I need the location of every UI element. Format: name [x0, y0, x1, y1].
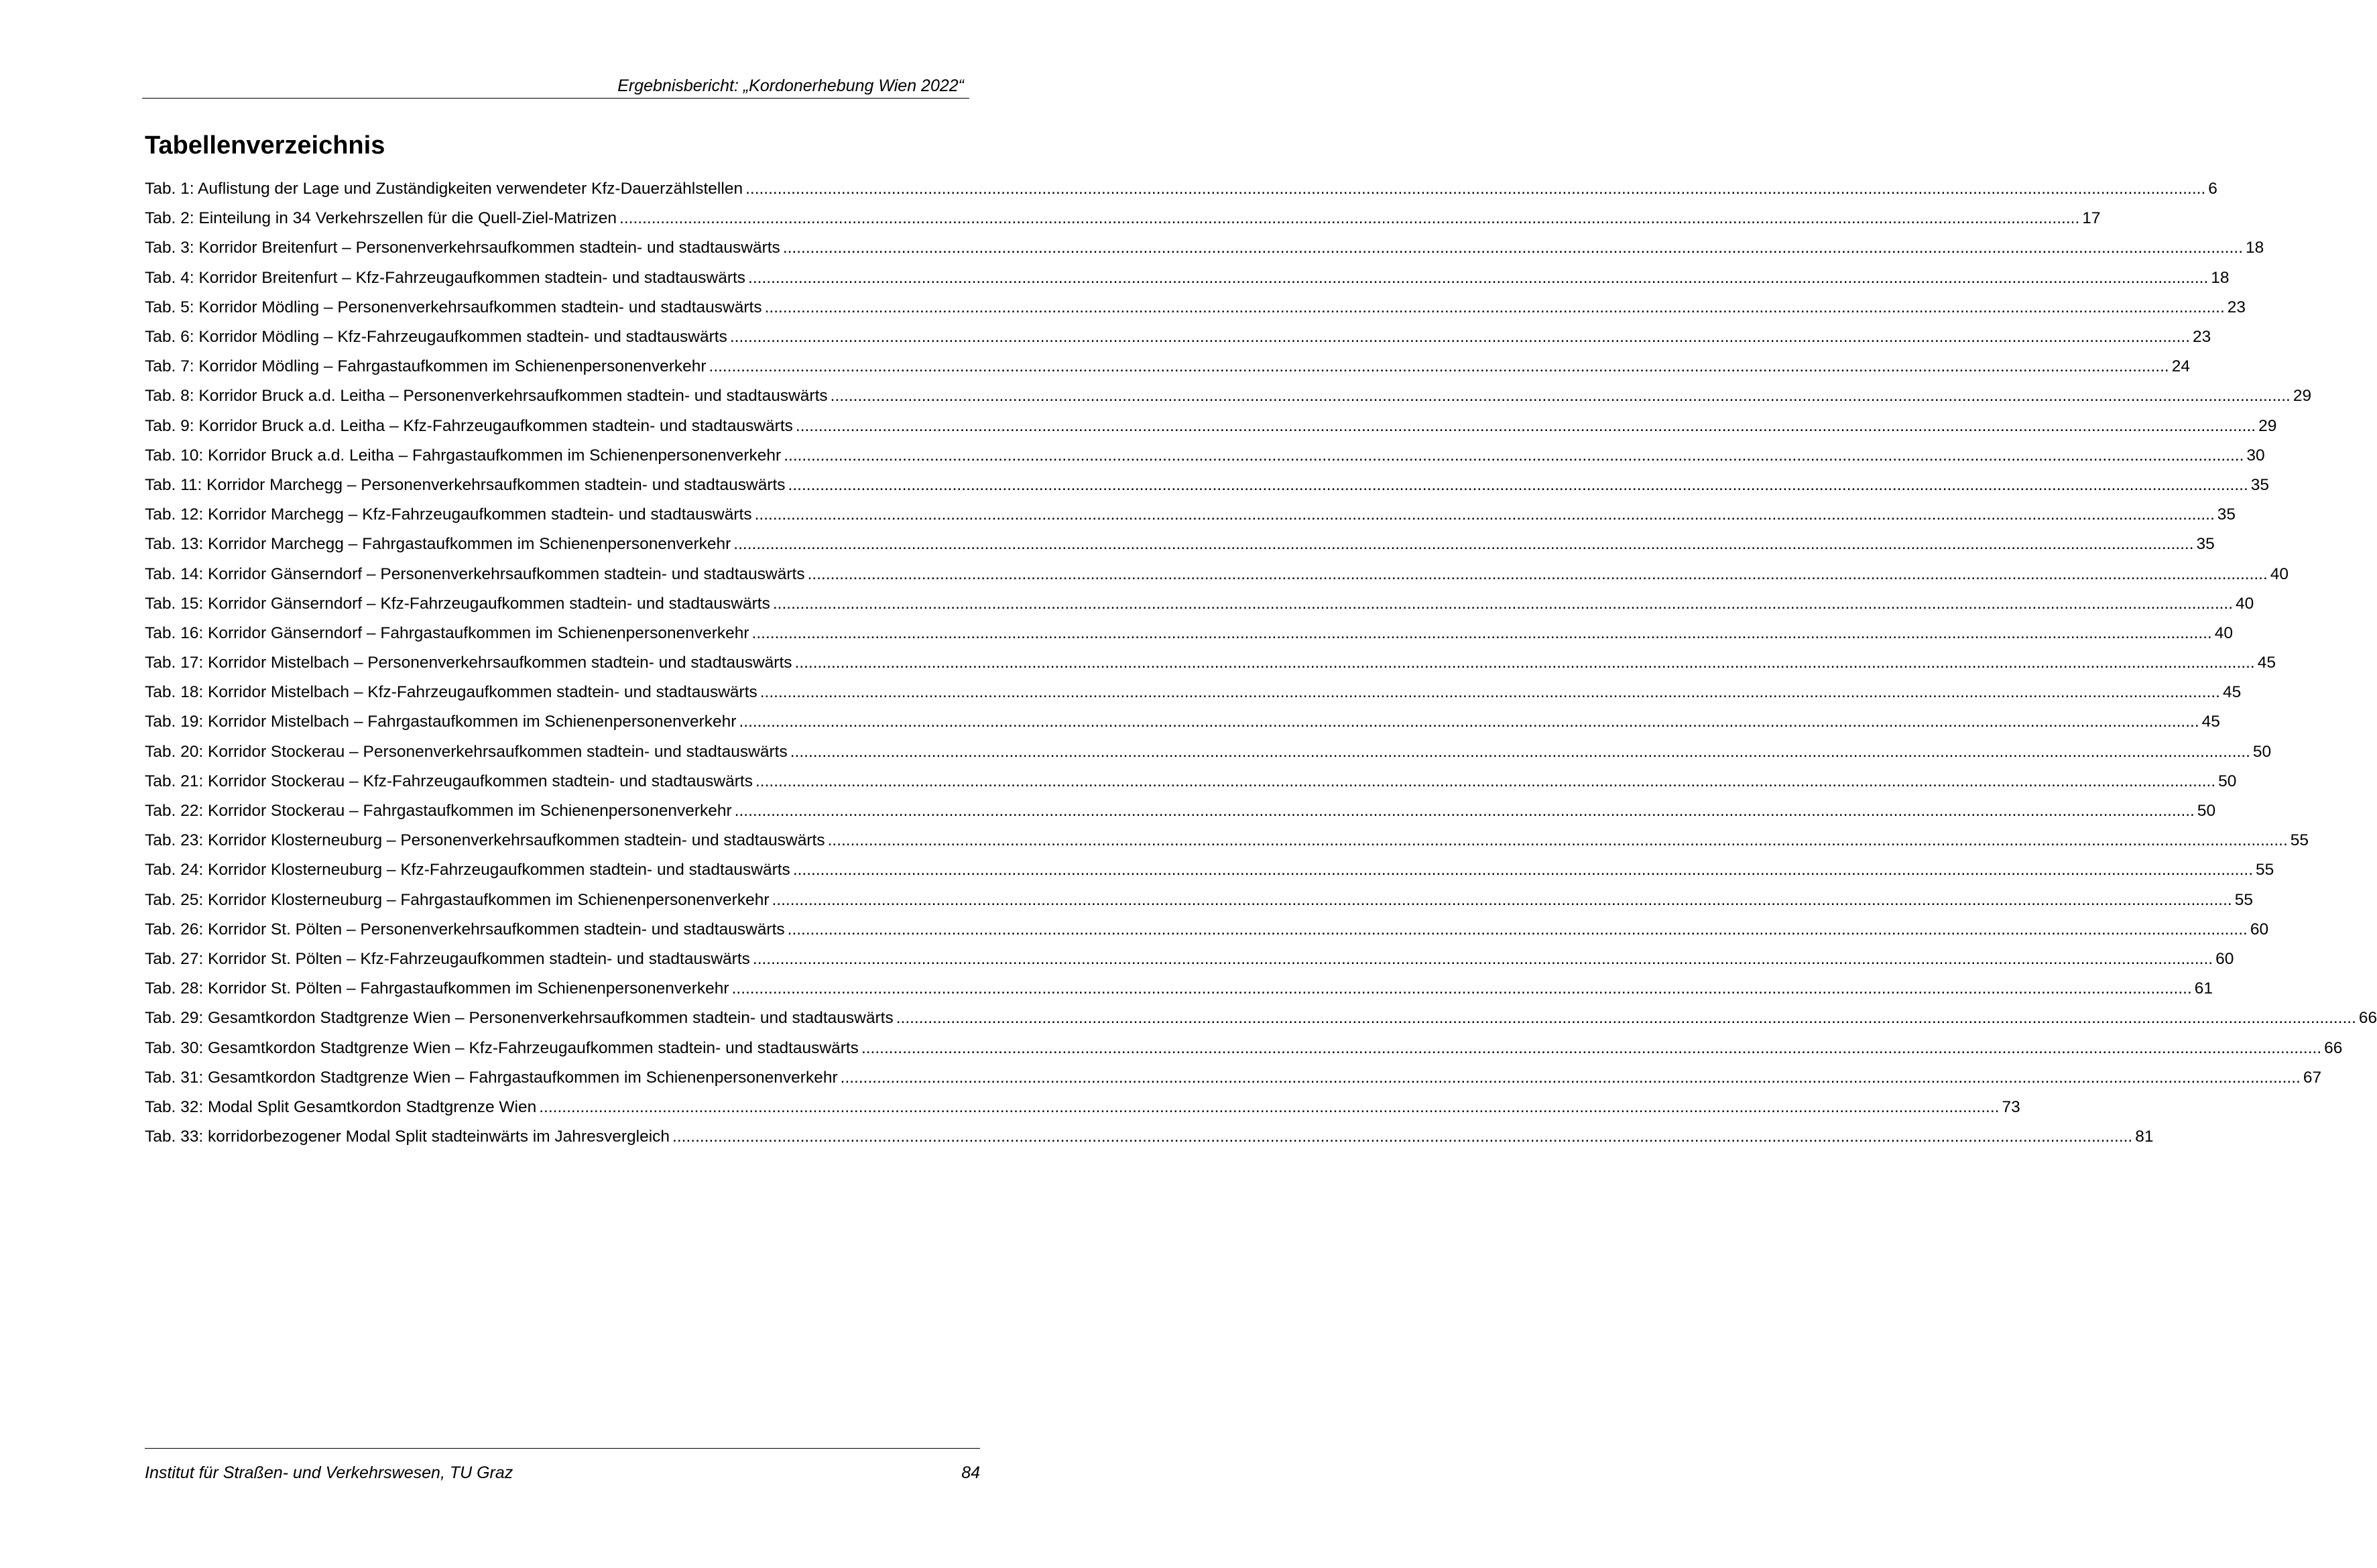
toc-entry[interactable]	[145, 471, 2270, 500]
page-footer	[145, 1448, 980, 1489]
toc-entry-page[interactable]: 24	[2171, 357, 2190, 376]
toc-entry-page[interactable]: 30	[2246, 446, 2265, 465]
toc-entry[interactable]	[145, 678, 2242, 707]
toc-dot-leader	[752, 624, 2212, 643]
toc-dot-leader	[760, 683, 2220, 702]
toc-dot-leader	[755, 505, 2215, 524]
toc-dot-leader	[896, 1009, 2356, 1028]
toc-dot-leader	[788, 920, 2248, 939]
toc-entry-page[interactable]: 29	[2293, 387, 2312, 406]
toc-entry[interactable]	[145, 322, 2211, 352]
toc-entry-page[interactable]: 50	[2197, 802, 2216, 821]
toc-entry-title[interactable]: Tab. 32: Modal Split Gesamtkordon Stadtgrenze Wien	[145, 1097, 537, 1116]
toc-entry-title[interactable]: Tab. 4: Korridor Breitenfurt – Kfz-Fahrzeugaufkommen stadtein- und stadtauswärts	[145, 268, 746, 287]
toc-entry-title[interactable]: Tab. 17: Korridor Mistelbach – Personenverkehrsaufkommen stadtein- und stadtauswärts	[145, 654, 792, 672]
toc-dot-leader	[672, 1128, 2132, 1146]
toc-entry-title[interactable]: Tab. 30: Gesamtkordon Stadtgrenze Wien – Kfz-Fahrzeugaufkommen stadtein- und stadtauswärts	[145, 1038, 859, 1057]
toc-dot-leader	[828, 831, 2288, 850]
toc-entry[interactable]	[145, 945, 2234, 974]
toc-dot-leader	[772, 891, 2232, 910]
toc-entry[interactable]	[145, 263, 2230, 293]
toc-entry[interactable]	[145, 530, 2215, 559]
toc-entry[interactable]	[145, 589, 2254, 619]
toc-entry-title[interactable]: Tab. 12: Korridor Marchegg – Kfz-Fahrzeugaufkommen stadtein- und stadtauswärts	[145, 505, 752, 524]
toc-entry-page[interactable]: 55	[2256, 861, 2274, 880]
toc-entry-title[interactable]: Tab. 19: Korridor Mistelbach – Fahrgastaufkommen im Schienenpersonenverkehr	[145, 713, 737, 731]
toc-entry[interactable]	[145, 1093, 2020, 1122]
toc-dot-leader	[788, 476, 2248, 495]
toc-entry[interactable]	[145, 707, 2220, 737]
toc-entry[interactable]	[145, 619, 2233, 648]
toc-entry[interactable]	[145, 1004, 2377, 1033]
toc-entry-title[interactable]: Tab. 15: Korridor Gänserndorf – Kfz-Fahrzeugaufkommen stadtein- und stadtauswärts	[145, 594, 770, 613]
header-title: Ergebnisbericht: „Kordonerhebung Wien 2022“	[617, 76, 964, 95]
toc-entry[interactable]	[145, 1122, 2154, 1152]
toc-entry-page[interactable]: 67	[2303, 1068, 2322, 1087]
toc-entry[interactable]	[145, 412, 2277, 441]
toc-entry-page[interactable]: 17	[2082, 209, 2101, 228]
toc-dot-leader	[783, 239, 2243, 257]
toc-dot-leader	[773, 595, 2233, 613]
toc-entry-page[interactable]: 40	[2214, 623, 2233, 642]
toc-dot-leader	[709, 357, 2169, 376]
toc-entry[interactable]	[145, 352, 2190, 381]
toc-entry-title[interactable]: Tab. 31: Gesamtkordon Stadtgrenze Wien – Fahrgastaufkommen im Schienenpersonenverkehr	[145, 1068, 838, 1087]
toc-entry-title[interactable]: Tab. 3: Korridor Breitenfurt – Personenverkehrsaufkommen stadtein- und stadtauswärts	[145, 239, 780, 257]
toc-dot-leader	[739, 713, 2199, 731]
toc-entry-title[interactable]: Tab. 8: Korridor Bruck a.d. Leitha – Personenverkehrsaufkommen stadtein- und stadtauswärts	[145, 387, 828, 406]
toc-entry[interactable]	[145, 974, 2213, 1004]
toc-entry-page[interactable]: 6	[2208, 180, 2217, 198]
toc-dot-leader	[784, 446, 2244, 465]
toc-entry-page[interactable]: 55	[2234, 890, 2253, 909]
toc-dot-leader	[539, 1098, 1999, 1117]
toc-dot-leader	[841, 1069, 2301, 1087]
toc-entry-page[interactable]: 45	[2201, 713, 2220, 731]
toc-entry-title[interactable]: Tab. 27: Korridor St. Pölten – Kfz-Fahrzeugaufkommen stadtein- und stadtauswärts	[145, 949, 750, 968]
toc-entry-page[interactable]: 23	[2227, 298, 2246, 316]
toc-entry-title[interactable]: Tab. 14: Korridor Gänserndorf – Personenverkehrsaufkommen stadtein- und stadtauswärts	[145, 564, 805, 583]
toc-entry-page[interactable]: 66	[2324, 1038, 2343, 1057]
toc-entry-page[interactable]: 18	[2211, 268, 2230, 287]
toc-entry[interactable]	[145, 441, 2265, 471]
footer-institute: Institut für Straßen- und Verkehrswesen, TU Graz	[145, 1463, 513, 1482]
toc-entry-page[interactable]: 45	[2222, 683, 2242, 702]
toc-entry[interactable]	[145, 500, 2236, 530]
toc-dot-leader	[795, 654, 2255, 672]
toc-entry[interactable]	[145, 855, 2274, 885]
toc-entry-page[interactable]: 50	[2218, 772, 2237, 790]
toc-entry-page[interactable]: 60	[2215, 949, 2234, 968]
toc-entry-page[interactable]: 61	[2194, 979, 2213, 998]
toc-entry-title[interactable]: Tab. 9: Korridor Bruck a.d. Leitha – Kfz-Fahrzeugaufkommen stadtein- und stadtauswärts	[145, 416, 793, 435]
toc-entry[interactable]	[145, 293, 2246, 322]
toc-dot-leader	[861, 1039, 2321, 1058]
toc-entry-title[interactable]: Tab. 1: Auflistung der Lage und Zuständigkeiten verwendeter Kfz-Dauerzählstellen	[145, 180, 743, 198]
toc-entry-page[interactable]: 18	[2246, 239, 2264, 257]
toc-entry-page[interactable]: 35	[2250, 475, 2270, 494]
toc-entry[interactable]	[145, 767, 2237, 796]
toc-dot-leader	[733, 535, 2193, 554]
toc-entry[interactable]	[145, 915, 2269, 945]
toc-entry-page[interactable]: 45	[2257, 654, 2276, 672]
toc-dot-leader	[808, 565, 2268, 584]
toc-dot-leader	[748, 269, 2208, 288]
toc-entry-page[interactable]: 55	[2290, 831, 2309, 850]
toc-entry[interactable]	[145, 1033, 2343, 1063]
toc-entry-title[interactable]: Tab. 11: Korridor Marchegg – Personenverkehrsaufkommen stadtein- und stadtauswärts	[145, 475, 786, 494]
toc-entry-title[interactable]: Tab. 2: Einteilung in 34 Verkehrszellen für die Quell-Ziel-Matrizen	[145, 209, 617, 228]
toc-entry[interactable]	[145, 648, 2276, 678]
toc-dot-leader	[730, 328, 2190, 347]
toc-dot-leader	[765, 298, 2225, 317]
footer-page-number: 84	[961, 1463, 980, 1482]
toc-entry-page[interactable]: 50	[2252, 742, 2272, 761]
toc-entry-page[interactable]: 60	[2250, 920, 2269, 939]
toc-entry[interactable]	[145, 796, 2216, 826]
toc-entry-title[interactable]: Tab. 22: Korridor Stockerau – Fahrgastaufkommen im Schienenpersonenverkehr	[145, 802, 732, 821]
toc-entry[interactable]	[145, 886, 2253, 915]
toc-entry-page[interactable]: 81	[2135, 1128, 2154, 1146]
toc-entry-page[interactable]: 35	[2217, 505, 2236, 524]
toc-dot-leader	[745, 180, 2205, 198]
toc-entry-page[interactable]: 35	[2196, 535, 2215, 554]
toc-entry[interactable]	[145, 826, 2309, 855]
toc-entry[interactable]	[145, 204, 2101, 233]
toc-dot-leader	[790, 743, 2250, 762]
toc-entry-title[interactable]: Tab. 13: Korridor Marchegg – Fahrgastaufkommen im Schienenpersonenverkehr	[145, 535, 731, 554]
toc-entry-page[interactable]: 66	[2358, 1009, 2377, 1028]
toc-dot-leader	[732, 979, 2192, 998]
page-header	[142, 72, 969, 99]
toc-dot-leader	[793, 861, 2253, 880]
toc-entry[interactable]	[145, 174, 2217, 204]
toc-entry-title[interactable]: Tab. 33: korridorbezogener Modal Split stadteinwärts im Jahresvergleich	[145, 1128, 670, 1146]
toc-entry-title[interactable]: Tab. 21: Korridor Stockerau – Kfz-Fahrzeugaufkommen stadtein- und stadtauswärts	[145, 772, 753, 790]
toc-entry-page[interactable]: 73	[2002, 1097, 2020, 1116]
toc-dot-leader	[796, 417, 2256, 436]
toc-entry-title[interactable]: Tab. 20: Korridor Stockerau – Personenverkehrsaufkommen stadtein- und stadtauswärts	[145, 742, 788, 761]
toc-entry-title[interactable]: Tab. 7: Korridor Mödling – Fahrgastaufkommen im Schienenpersonenverkehr	[145, 357, 707, 376]
toc-entry-title[interactable]: Tab. 29: Gesamtkordon Stadtgrenze Wien – Personenverkehrsaufkommen stadtein- und stadtauswärts	[145, 1009, 894, 1028]
toc-entry-page[interactable]: 23	[2193, 328, 2211, 347]
toc-entry-title[interactable]: Tab. 28: Korridor St. Pölten – Fahrgastaufkommen im Schienenpersonenverkehr	[145, 979, 729, 998]
toc-dot-leader	[753, 950, 2213, 969]
toc-entry[interactable]	[145, 559, 2289, 589]
toc-dot-leader	[619, 209, 2079, 228]
toc-dot-leader	[831, 387, 2291, 406]
toc-entry-title[interactable]: Tab. 24: Korridor Klosterneuburg – Kfz-Fahrzeugaufkommen stadtein- und stadtauswärts	[145, 861, 790, 880]
toc-entry[interactable]	[145, 737, 2272, 767]
toc-entry[interactable]	[145, 1063, 2322, 1093]
toc-entry-title[interactable]: Tab. 16: Korridor Gänserndorf – Fahrgastaufkommen im Schienenpersonenverkehr	[145, 623, 749, 642]
toc-entry-title[interactable]: Tab. 6: Korridor Mödling – Kfz-Fahrzeugaufkommen stadtein- und stadtauswärts	[145, 328, 727, 347]
toc-entry-title[interactable]: Tab. 10: Korridor Bruck a.d. Leitha – Fahrgastaufkommen im Schienenpersonenverkehr	[145, 446, 782, 465]
toc-dot-leader	[735, 802, 2195, 821]
toc-entry[interactable]	[145, 233, 2264, 263]
toc-entry-title[interactable]: Tab. 5: Korridor Mödling – Personenverkehrsaufkommen stadtein- und stadtauswärts	[145, 298, 762, 316]
toc-entry-page[interactable]: 40	[2236, 594, 2254, 613]
toc-dot-leader	[755, 772, 2215, 791]
page-title: Tabellenverzeichnis	[145, 131, 385, 160]
toc-entry-title[interactable]: Tab. 26: Korridor St. Pölten – Personenverkehrsaufkommen stadtein- und stadtauswärts	[145, 920, 785, 939]
toc-entry-page[interactable]: 29	[2258, 416, 2277, 435]
toc-entry-title[interactable]: Tab. 23: Korridor Klosterneuburg – Personenverkehrsaufkommen stadtein- und stadtauswärts	[145, 831, 825, 850]
table-of-tables	[145, 174, 2377, 1152]
toc-entry-title[interactable]: Tab. 25: Korridor Klosterneuburg – Fahrgastaufkommen im Schienenpersonenverkehr	[145, 890, 770, 909]
toc-entry[interactable]	[145, 381, 2312, 411]
toc-entry-title[interactable]: Tab. 18: Korridor Mistelbach – Kfz-Fahrzeugaufkommen stadtein- und stadtauswärts	[145, 683, 757, 702]
toc-entry-page[interactable]: 40	[2270, 564, 2289, 583]
